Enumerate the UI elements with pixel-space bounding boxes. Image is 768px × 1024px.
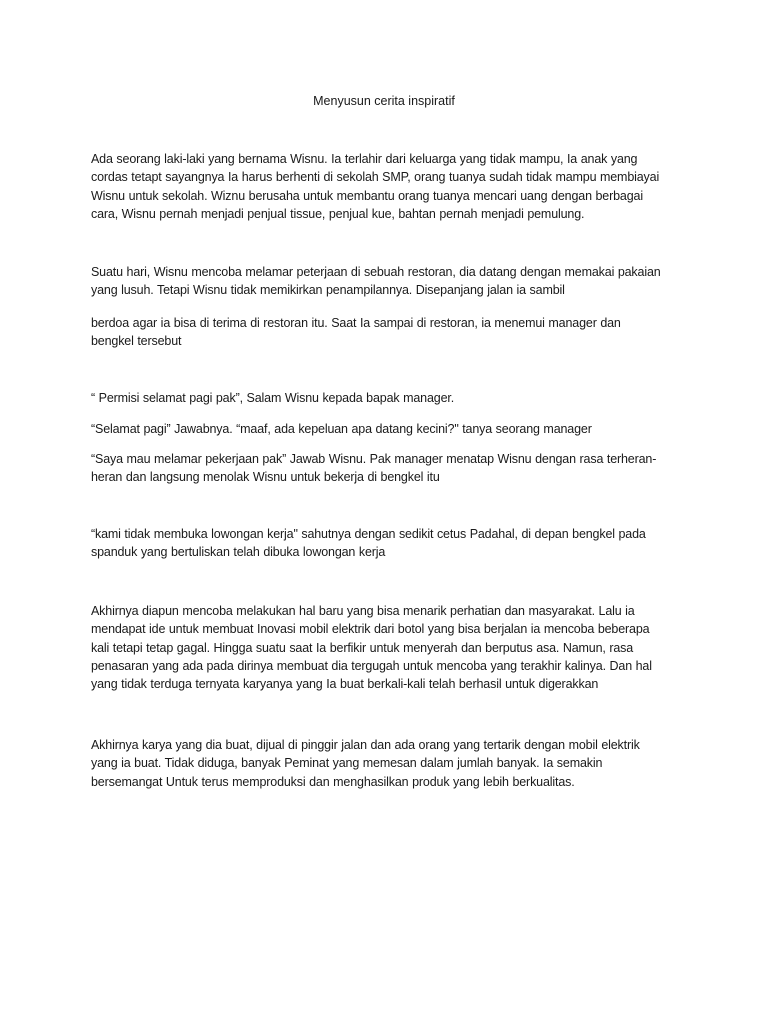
text-line: spanduk yang bertuliskan telah dibuka lowongan kerja bbox=[91, 545, 386, 560]
document-title: Menyusun cerita inspiratif bbox=[313, 94, 455, 108]
paragraph-greeting bbox=[91, 389, 681, 407]
text-line: bengkel tersebut bbox=[91, 334, 182, 349]
text-line: Suatu hari, Wisnu mencoba melamar peterjaan di sebuah restoran, dia datang dengan memakai pakaian bbox=[91, 265, 661, 279]
text-line: cordas tetapt sayangnya Ia harus berhenti di sekolah SMP, orang tuanya sudah tidak mampu membiayai bbox=[91, 170, 660, 185]
paragraph-arrival bbox=[91, 314, 681, 351]
text-line: “ Permisi selamat pagi pak”, Salam Wisnu kepada bapak manager. bbox=[91, 391, 455, 405]
paragraph-no-vacancy bbox=[91, 525, 681, 562]
text-line: yang tidak terduga ternyata karyanya yang Ia buat berkali-kali telah berhasil untuk digerakkan bbox=[91, 677, 599, 692]
text-line: cara, Wisnu pernah menjadi penjual tissue, penjual kue, bahtan pernah menjadi pemulung. bbox=[91, 206, 585, 221]
text-line: Akhirnya karya yang dia buat, dijual di pinggir jalan dan ada orang yang tertarik dengan mobil elektrik bbox=[91, 738, 640, 752]
text-line: “Selamat pagi” Jawabnya. “maaf, ada kepeluan apa datang kecini?" tanya seorang manager bbox=[91, 422, 592, 436]
text-line: Akhirnya diapun mencoba melakukan hal baru yang bisa menarik perhatian dan masyarakat. Lalu ia bbox=[91, 604, 635, 618]
paragraph-rejection bbox=[91, 450, 681, 487]
text-line: berdoa agar ia bisa di terima di restoran itu. Saat Ia sampai di restoran, ia menemui manager dan bbox=[91, 316, 621, 330]
text-line: bersemangat Untuk terus memproduksi dan menghasilkan produk yang lebih berkualitas. bbox=[91, 774, 575, 789]
paragraph-innovation bbox=[91, 602, 681, 693]
paragraph-job-application bbox=[91, 263, 681, 300]
paragraph-reply bbox=[91, 420, 681, 438]
text-line: heran dan langsung menolak Wisnu untuk bekerja di bengkel itu bbox=[91, 470, 440, 485]
text-line: Wisnu untuk sekolah. Wiznu berusaha untuk membantu orang tuanya mencari uang dengan berbagai bbox=[91, 188, 643, 203]
text-line: penasaran yang ada pada dirinya membuat dia tergugah untuk mencoba yang terakhir kalinya. Dan hal bbox=[91, 658, 652, 673]
text-line: yang lusuh. Tetapi Wisnu tidak memikirkan penampilannya. Disepanjang jalan ia sambil bbox=[91, 283, 565, 298]
text-line: kali tetapi tetap gagal. Hingga suatu saat Ia berfikir untuk menyerah dan berputus asa. Namun, rasa bbox=[91, 640, 634, 655]
text-line: mendapat ide untuk membuat Inovasi mobil elektrik dari botol yang bisa berjalan ia mencoba beberapa bbox=[91, 622, 650, 637]
text-line: Ada seorang laki-laki yang bernama Wisnu. Ia terlahir dari keluarga yang tidak mampu, Ia anak yang bbox=[91, 152, 638, 166]
text-line: yang ia buat. Tidak diduga, banyak Peminat yang memesan dalam jumlah banyak. Ia semakin bbox=[91, 756, 603, 771]
paragraph-success bbox=[91, 736, 681, 791]
paragraph-intro bbox=[91, 150, 681, 223]
text-line: “Saya mau melamar pekerjaan pak” Jawab Wisnu. Pak manager menatap Wisnu dengan rasa terheran- bbox=[91, 452, 657, 466]
text-line: “kami tidak membuka lowongan kerja" sahutnya dengan sedikit cetus Padahal, di depan bengkel pada bbox=[91, 527, 646, 541]
